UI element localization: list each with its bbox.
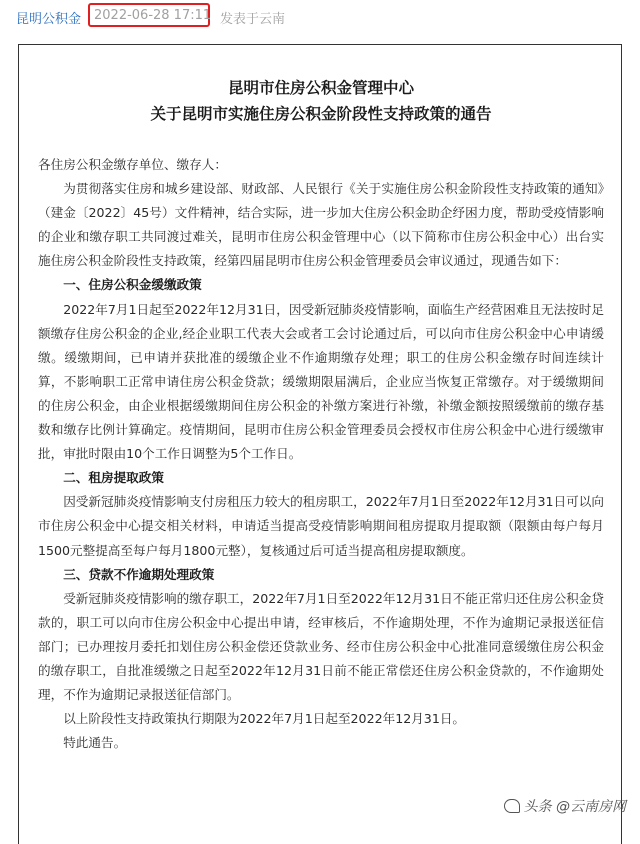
watermark-text: 头条 @云南房网 bbox=[523, 799, 626, 815]
intro-paragraph: 为贯彻落实住房和城乡建设部、财政部、人民银行《关于实施住房公积金阶段性支持政策的通知》（建金〔2022〕45号）文件精神，结合实际，进一步加大住房公积金助企纾困力度，帮助受疫情影响的企业和缴存职工共同渡过难关，昆明市住房公积金管理中心（以下简称市住房公积金中心）出台实施住房公积金阶段性支持政策，经第四届昆明市住房公积金管理委员会审议通过，现通告如下： bbox=[38, 181, 604, 269]
notice-document bbox=[18, 44, 622, 844]
section1-paragraph: 2022年7月1日起至2022年12月31日，因受新冠肺炎疫情影响，面临生产经营困难且无法按时足额缴存住房公积金的企业,经企业职工代表大会或者工会讨论通过后，可以向市住房公积金中心申请缓缴。缓缴期间，已申请并获批准的缓缴企业不作逾期缴存处理；职工的住房公积金缴存时间连续计算，不影响职工正常申请住房公积金贷款；缓缴期限届满后，企业应当恢复正常缴存。对于缓缴期间的住房公积金，由企业根据缓缴期间住房公积金的补缴方案进行补缴，补缴金额按照缓缴前的缴存基数和缴存比例计算确定。疫情期间，昆明市住房公积金管理委员会授权市住房公积金中心进行缓缴审批，审批时限由10个工作日调整为5个工作日。 bbox=[38, 301, 604, 462]
toutiao-logo-icon bbox=[504, 799, 520, 813]
section2-paragraph: 因受新冠肺炎疫情影响支付房租压力较大的租房职工，2022年7月1日至2022年12月31日可以向市住房公积金中心提交相关材料，申请适当提高受疫情影响期间租房提取月提取额（限额由每户每月1500元整提高至每户每月1800元整），复核通过后可适当提高租房提取额度。 bbox=[38, 494, 604, 558]
closing-notice: 特此通告。 bbox=[63, 735, 127, 751]
author-link[interactable]: 昆明公积金 bbox=[16, 12, 82, 27]
document-title-line2: 关于昆明市实施住房公积金阶段性支持政策的通告 bbox=[150, 105, 492, 123]
document-title-line1: 昆明市住房公积金管理中心 bbox=[227, 79, 414, 97]
post-header bbox=[0, 0, 640, 34]
post-timestamp: 2022-06-28 17:11 bbox=[94, 8, 212, 23]
section3-heading: 三、贷款不作逾期处理政策 bbox=[63, 566, 215, 582]
post-location: 发表于云南 bbox=[220, 12, 286, 27]
closing-period: 以上阶段性支持政策执行期限为2022年7月1日起至2022年12月31日。 bbox=[63, 711, 466, 727]
document-body bbox=[38, 153, 604, 755]
section2-heading: 二、租房提取政策 bbox=[63, 470, 164, 486]
section1-heading: 一、住房公积金缓缴政策 bbox=[63, 277, 202, 293]
section3-paragraph: 受新冠肺炎疫情影响的缴存职工，2022年7月1日至2022年12月31日不能正常归还住房公积金贷款的，职工可以向市住房公积金中心提出申请，经审核后，不作逾期处理，不作为逾期记录报送征信部门；已办理按月委托扣划住房公积金偿还贷款业务、经市住房公积金中心批准同意缓缴住房公积金的缴存职工，自批准缓缴之日起至2022年12月31日前不能正常偿还住房公积金贷款的，不作逾期处理，不作为逾期记录报送征信部门。 bbox=[38, 590, 604, 703]
watermark bbox=[504, 796, 626, 816]
salutation: 各住房公积金缴存单位、缴存人： bbox=[38, 157, 227, 172]
